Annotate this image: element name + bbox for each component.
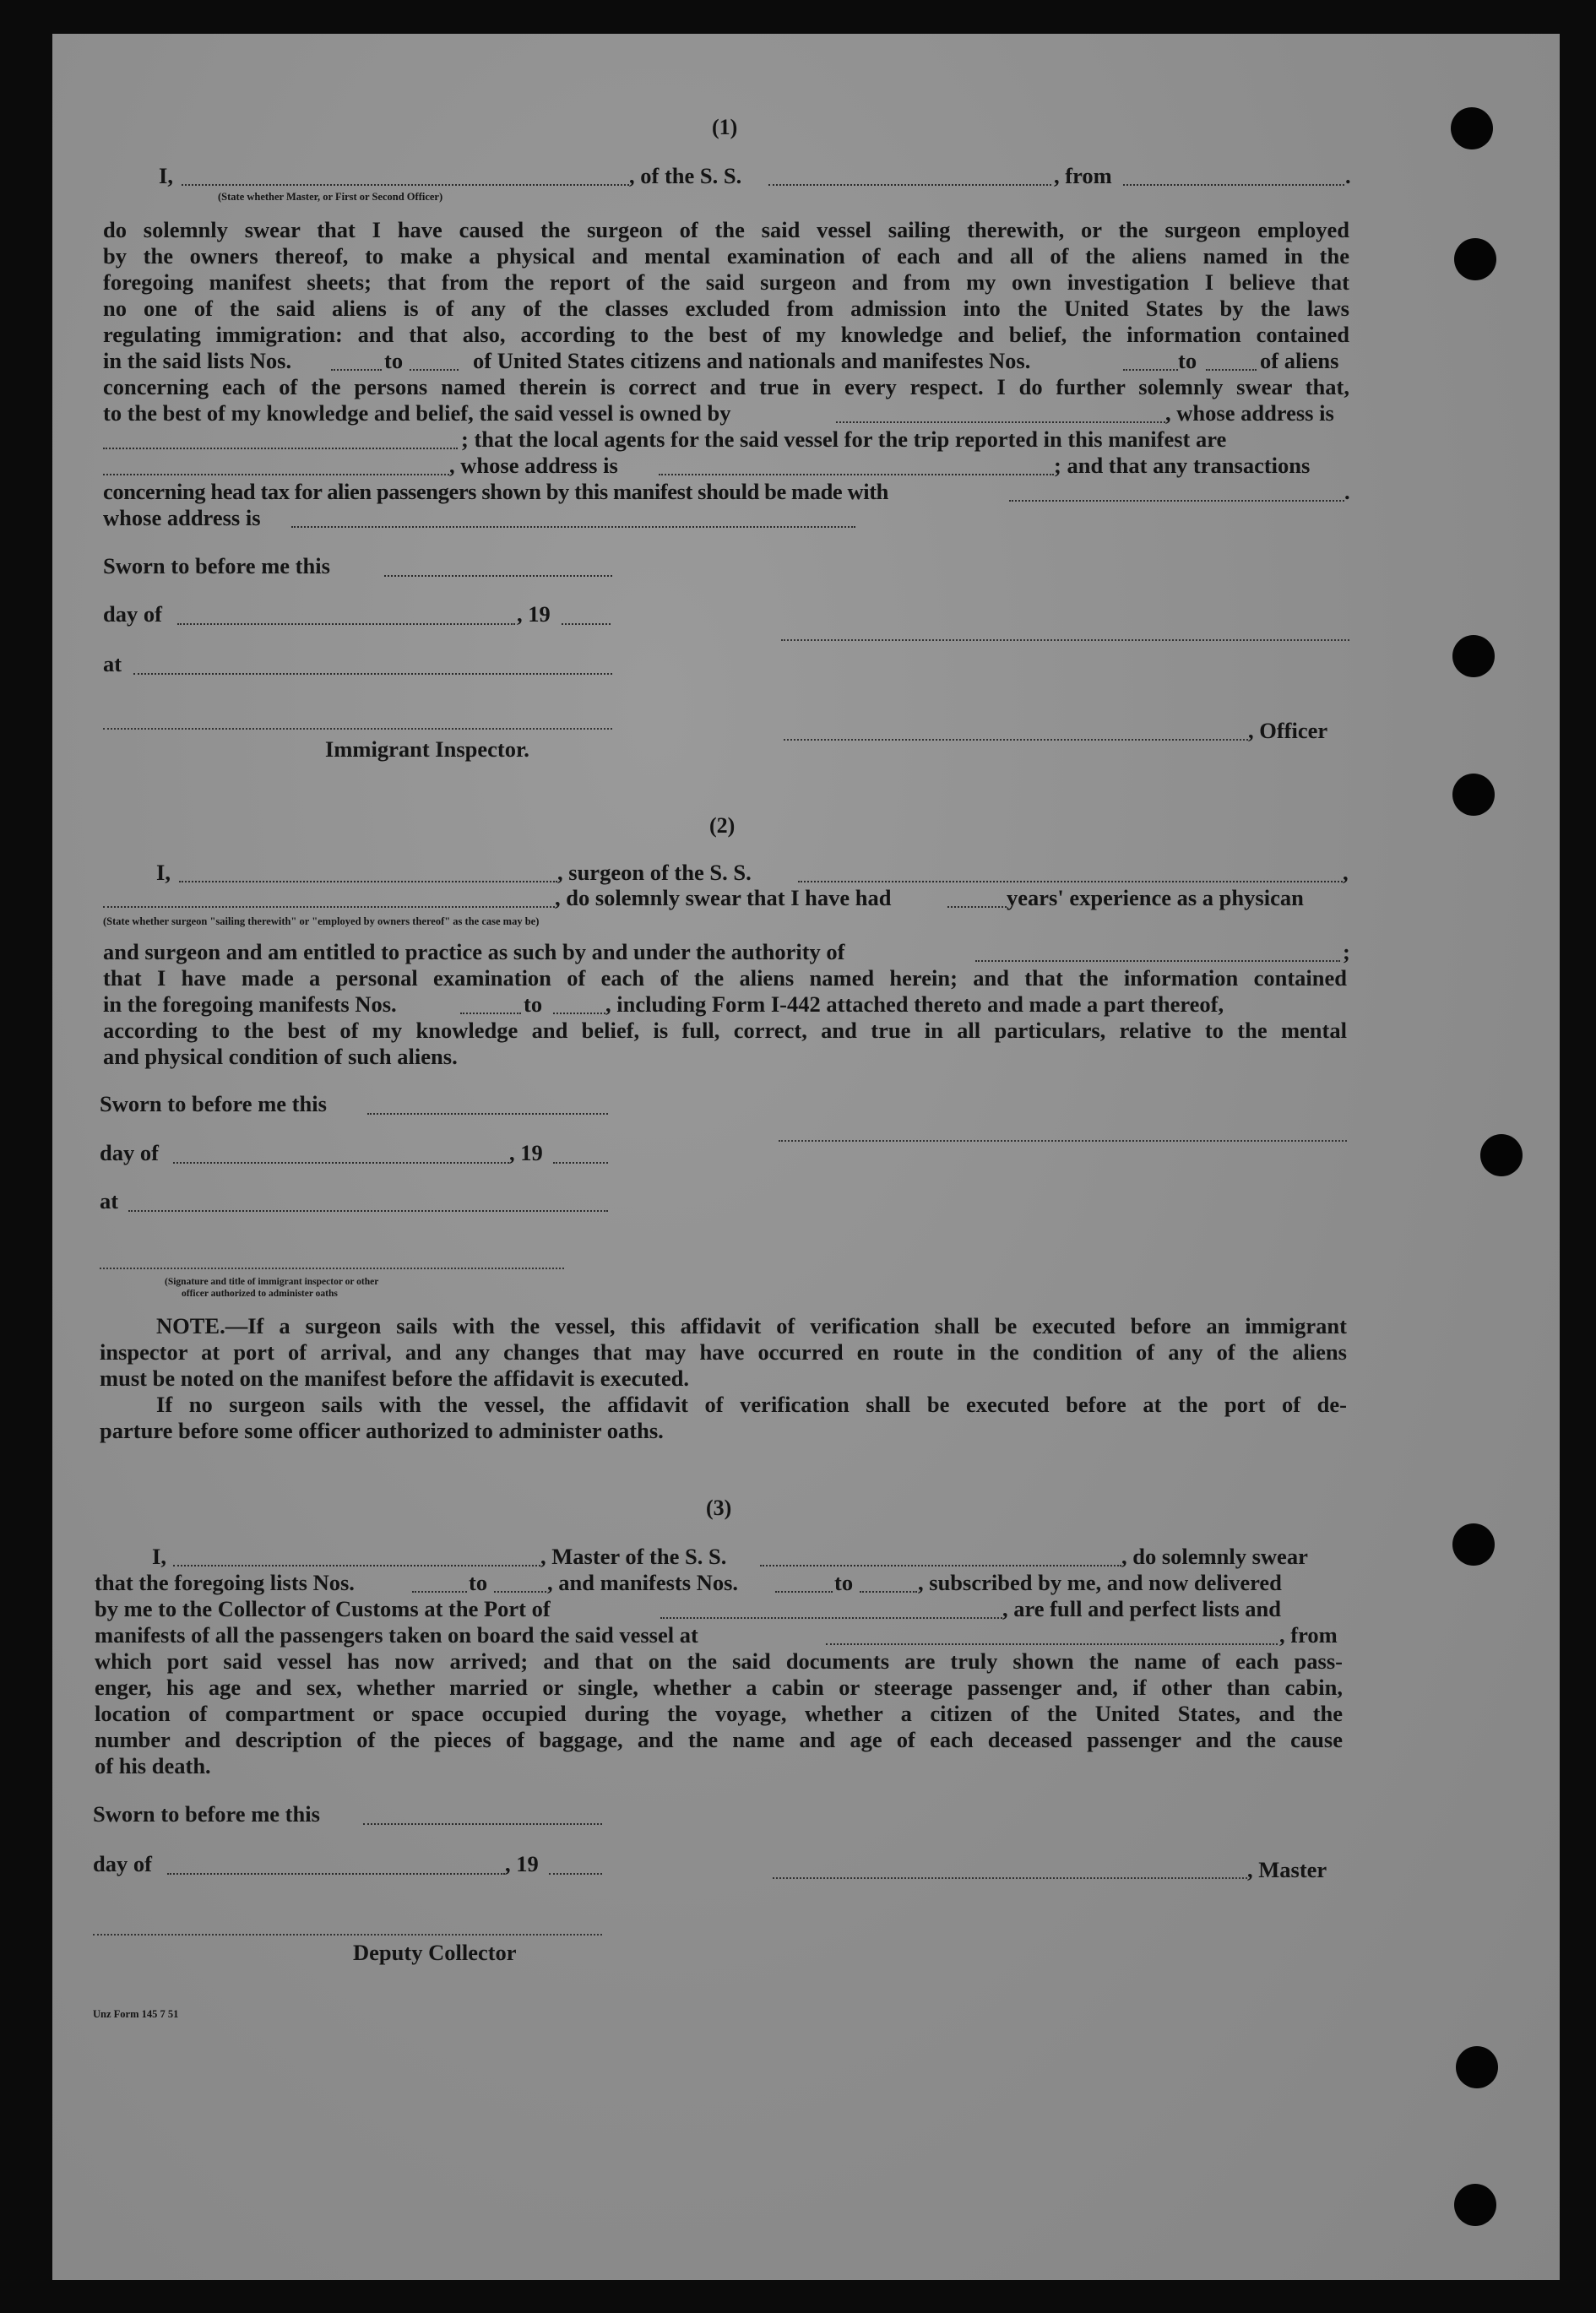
manifests-label: , and manifests Nos. <box>547 1570 739 1595</box>
comma: , <box>1343 860 1349 885</box>
day-of-label: day of <box>100 1140 159 1165</box>
oath-line: of his death. <box>95 1753 211 1778</box>
departure-port-field[interactable] <box>826 1643 1278 1645</box>
note-line: must be noted on the manifest before the affidavit is executed. <box>100 1366 690 1391</box>
oath-line: location of compartment or space occupied during the voyage, whether a citizen of the United States, and the <box>95 1701 1343 1726</box>
label-i: I, <box>152 1544 166 1569</box>
lists-from-field[interactable] <box>331 369 382 371</box>
swear-label: , do solemnly swear <box>1121 1544 1308 1569</box>
deputy-signature-line[interactable] <box>93 1934 602 1936</box>
address-label: , whose address is <box>1165 400 1334 426</box>
note-line: inspector at port of arrival, and any changes that may have occurred en route in the condition of any of the aliens <box>100 1339 1347 1365</box>
year-field[interactable] <box>553 1162 608 1164</box>
inspector-signature-line[interactable] <box>103 728 612 730</box>
manifests-from-field[interactable] <box>1123 369 1178 371</box>
authority-label: and surgeon and am entitled to practice as such by and under the authority of <box>103 939 845 964</box>
punch-hole <box>1452 774 1495 816</box>
sworn-date-field[interactable] <box>384 575 612 577</box>
sworn-label: Sworn to before me this <box>103 553 330 578</box>
authority-field[interactable] <box>975 960 1340 962</box>
section-number: (3) <box>706 1496 732 1520</box>
transactions-label: ; and that any transactions <box>1054 453 1311 478</box>
lists-complete-label: , are full and perfect lists and <box>1002 1596 1282 1621</box>
surgeon-signature-line[interactable] <box>779 1140 1347 1142</box>
label-i: I, <box>156 860 171 885</box>
day-of-label: day of <box>93 1851 152 1876</box>
manifests-label: in the foregoing manifests Nos. <box>103 991 397 1017</box>
oath-line: that I have made a personal examination of each of the aliens named herein; and that the information contained <box>103 965 1347 991</box>
manifests-to-field[interactable] <box>553 1013 605 1014</box>
form-number: Unz Form 145 7 51 <box>93 2008 179 2020</box>
vessel-name-field[interactable] <box>760 1565 1121 1566</box>
oath-line: foregoing manifest sheets; that from the report of the said surgeon and from my own investigation I believe that <box>103 269 1349 295</box>
label-i: I, <box>159 163 173 188</box>
address-label: whose address is <box>103 505 261 530</box>
punch-hole <box>1452 1523 1495 1566</box>
place-field[interactable] <box>128 1210 608 1212</box>
owned-by-label: to the best of my knowledge and belief, the said vessel is owned by <box>103 400 731 426</box>
head-tax-field[interactable] <box>1009 500 1344 502</box>
lists-from-field[interactable] <box>412 1591 467 1593</box>
note-line: NOTE.—If a surgeon sails with the vessel, this affidavit of verification shall be executed before an immigrant <box>156 1313 1347 1338</box>
end-dot: . <box>1344 479 1350 504</box>
signature-hint: officer authorized to administer oaths <box>182 1289 338 1299</box>
aliens-label: of aliens <box>1260 348 1339 373</box>
lists-to-field[interactable] <box>494 1591 546 1593</box>
years-label: years' experience as a physican <box>1007 885 1304 910</box>
punch-hole <box>1454 2184 1496 2226</box>
master-of-label: , Master of the S. S. <box>540 1544 727 1569</box>
to-label: to <box>834 1570 854 1595</box>
section-number: (2) <box>709 813 736 838</box>
officer-rank-field[interactable] <box>182 184 629 186</box>
oath-line: by the owners thereof, to make a physical and mental examination of each and all of the aliens named in the <box>103 243 1349 269</box>
oath-line: enger, his age and sex, whether married or single, whether a cabin or steerage passenger and, if other than cabin, <box>95 1675 1343 1700</box>
owner-address-field[interactable] <box>103 448 458 449</box>
oath-line: concerning each of the persons named therein is correct and true in every respect. I do further solemnly swear that, <box>103 374 1349 399</box>
vessel-name-field[interactable] <box>768 184 1051 186</box>
at-label: at <box>103 651 122 676</box>
owner-field[interactable] <box>836 421 1165 423</box>
punch-hole <box>1456 2046 1498 2088</box>
oath-line: regulating immigration: and that also, according to the best of my knowledge and belief, the information contained <box>103 322 1349 347</box>
head-tax-address-field[interactable] <box>291 526 855 528</box>
year-label: , 19 <box>517 601 551 627</box>
surgeon-of-label: , surgeon of the S. S. <box>557 860 752 885</box>
oath-line: which port said vessel has now arrived; and that on the said documents are truly shown the name of each pass- <box>95 1648 1343 1674</box>
port-label: by me to the Collector of Customs at the Port of <box>95 1596 551 1621</box>
punch-hole <box>1452 635 1495 677</box>
day-of-label: day of <box>103 601 162 627</box>
inspector-label: Immigrant Inspector. <box>325 736 529 762</box>
signature-hint: (Signature and title of immigrant inspector or other <box>165 1277 379 1287</box>
punch-hole <box>1454 238 1496 280</box>
punch-hole <box>1451 107 1493 149</box>
at-label: at <box>100 1188 119 1214</box>
manifests-to-field[interactable] <box>1206 369 1257 371</box>
master-label: , Master <box>1247 1857 1327 1882</box>
address-label: , whose address is <box>449 453 618 478</box>
year-field[interactable] <box>549 1873 602 1875</box>
to-label: to <box>469 1570 488 1595</box>
oath-line: number and description of the pieces of baggage, and the name and age of each deceased passenger and the cause <box>95 1727 1343 1752</box>
years-field[interactable] <box>947 906 1007 908</box>
lists-to-field[interactable] <box>410 369 459 371</box>
oath-line: and physical condition of such aliens. <box>103 1044 458 1069</box>
master-signature-line[interactable] <box>773 1877 1247 1879</box>
head-tax-label: concerning head tax for alien passengers shown by this manifest should be made with <box>103 479 888 504</box>
citizens-label: of United States citizens and nationals and manifestes Nos. <box>473 348 1031 373</box>
sworn-date-field[interactable] <box>367 1113 608 1115</box>
note-line: If no surgeon sails with the vessel, the affidavit of verification shall be executed before at the port of de- <box>156 1392 1347 1417</box>
note-line: parture before some officer authorized to administer oaths. <box>100 1418 664 1443</box>
field-hint: (State whether surgeon "sailing therewith" or "employed by owners thereof" as the case may be) <box>103 915 540 927</box>
taken-at-label: manifests of all the passengers taken on board the said vessel at <box>95 1622 698 1648</box>
officer-label: , Officer <box>1248 718 1328 743</box>
sworn-label: Sworn to before me this <box>93 1801 320 1827</box>
month-field[interactable] <box>167 1873 505 1875</box>
inspector-signature-line[interactable] <box>100 1268 564 1269</box>
to-label: to <box>524 991 543 1017</box>
sworn-date-field[interactable] <box>363 1823 602 1825</box>
agents-label: ; that the local agents for the said vessel for the trip reported in this manifest are <box>461 426 1227 452</box>
year-label: , 19 <box>509 1140 543 1165</box>
year-label: , 19 <box>505 1851 539 1876</box>
sworn-label: Sworn to before me this <box>100 1091 327 1116</box>
oath-line: do solemnly swear that I have caused the surgeon of the said vessel sailing therewith, or the surgeon employed <box>103 217 1349 242</box>
surgeon-status-field[interactable] <box>103 906 555 908</box>
port-field[interactable] <box>660 1617 1002 1619</box>
agents-address-field[interactable] <box>659 474 1054 475</box>
master-name-field[interactable] <box>173 1565 540 1566</box>
lists-label: that the foregoing lists Nos. <box>95 1570 355 1595</box>
month-field[interactable] <box>177 623 515 625</box>
year-field[interactable] <box>562 623 611 625</box>
place-field[interactable] <box>133 673 612 675</box>
semicolon: ; <box>1343 939 1350 964</box>
to-label: to <box>384 348 404 373</box>
oath-line: according to the best of my knowledge and belief, is full, correct, and true in all particulars, relative to the mental <box>103 1018 1347 1043</box>
officer-signature-line[interactable] <box>781 639 1349 641</box>
vessel-name-field[interactable] <box>798 881 1343 882</box>
label-of-ss: , of the S. S. <box>629 163 742 188</box>
officer-title-line[interactable] <box>784 739 1248 741</box>
manifests-from-field[interactable] <box>460 1013 521 1014</box>
end-dot: . <box>1345 163 1351 188</box>
punch-hole <box>1480 1134 1523 1176</box>
manifests-from-field[interactable] <box>775 1591 833 1593</box>
delivered-label: , subscribed by me, and now delivered <box>918 1570 1282 1595</box>
to-label: to <box>1178 348 1197 373</box>
agents-field[interactable] <box>103 474 449 475</box>
lists-label: in the said lists Nos. <box>103 348 292 373</box>
manifests-to-field[interactable] <box>860 1591 917 1593</box>
oath-line: no one of the said aliens is of any of the classes excluded from admission into the United States by the laws <box>103 296 1349 321</box>
field-hint: (State whether Master, or First or Second Officer) <box>218 191 443 203</box>
from-port-field[interactable] <box>1123 184 1344 186</box>
swear-label: , do solemnly swear that I have had <box>555 885 892 910</box>
form-label: , including Form I-442 attached thereto and made a part thereof, <box>605 991 1224 1017</box>
deputy-label: Deputy Collector <box>353 1940 517 1965</box>
section-number: (1) <box>712 115 738 139</box>
label-from: , from <box>1054 163 1112 188</box>
from-label: , from <box>1279 1622 1338 1648</box>
surgeon-name-field[interactable] <box>179 881 557 882</box>
month-field[interactable] <box>173 1162 509 1164</box>
